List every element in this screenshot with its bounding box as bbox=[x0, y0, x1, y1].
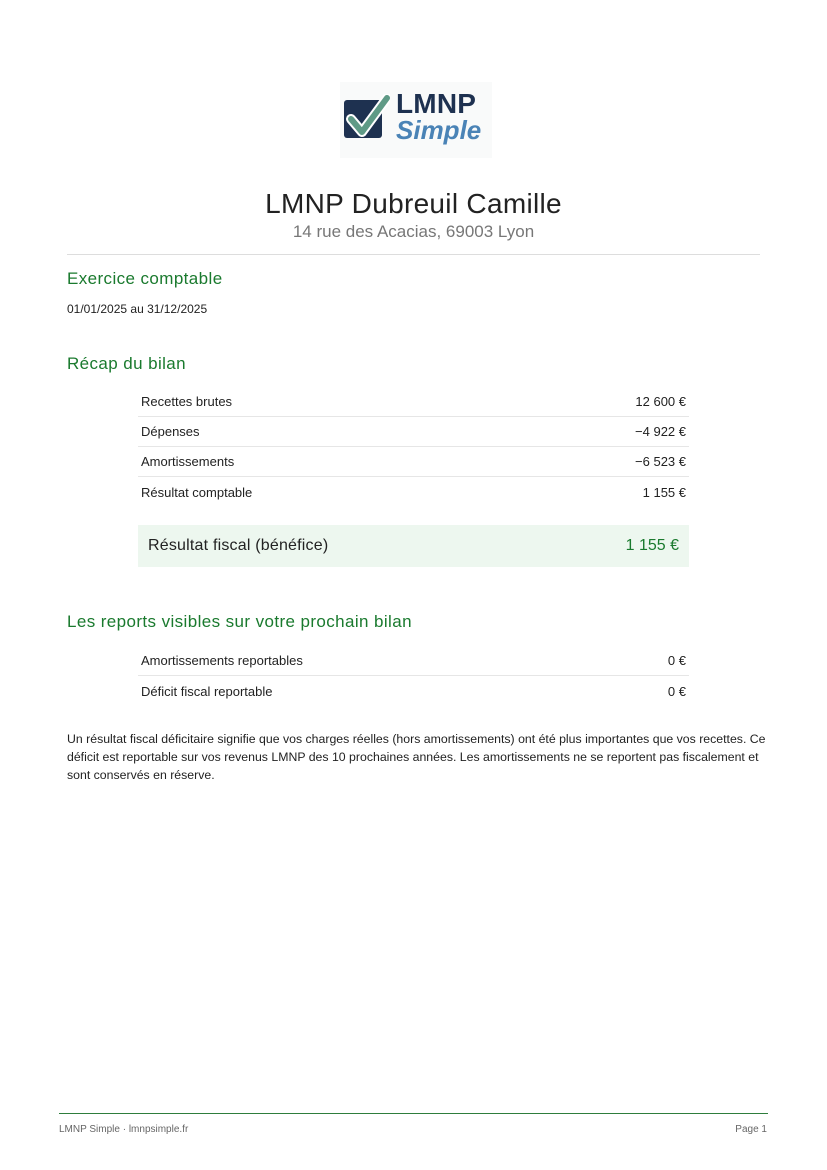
owner-address: 14 rue des Acacias, 69003 Lyon bbox=[292, 222, 535, 241]
header-divider bbox=[67, 254, 760, 255]
brand-logo bbox=[340, 82, 492, 158]
reports-row-amortissements bbox=[138, 646, 689, 676]
row-value: 12 600 € bbox=[635, 394, 686, 409]
resultat-fiscal-label: Résultat fiscal (bénéfice) bbox=[148, 537, 329, 554]
row-value: −6 523 € bbox=[635, 454, 686, 469]
owner-name: LMNP Dubreuil Camille bbox=[265, 188, 562, 219]
logo-text-lmnp: LMNP bbox=[396, 88, 477, 119]
row-label: Déficit fiscal reportable bbox=[141, 683, 273, 699]
row-value: 1 155 € bbox=[642, 484, 686, 500]
row-label: Recettes brutes bbox=[141, 394, 233, 409]
row-label: Amortissements reportables bbox=[141, 653, 303, 668]
row-value: −4 922 € bbox=[635, 424, 686, 439]
explanatory-note: Un résultat fiscal déficitaire signifie que vos charges réelles (hors amortissements) ont été plus importantes que vos recettes. Ce déficit est reportable sur vos revenus LMNP des 10 prochaines années. Les amortissements ne se reportent pas fiscalement et sont conservés en réserve. bbox=[67, 732, 766, 782]
exercice-period: 01/01/2025 au 31/12/2025 bbox=[67, 302, 208, 316]
reports-row-deficit bbox=[138, 676, 689, 706]
logo-text-simple: Simple bbox=[396, 115, 482, 145]
checkbox-logo-icon bbox=[342, 94, 390, 144]
row-value: 0 € bbox=[667, 683, 686, 699]
recap-row-amortissements bbox=[138, 447, 689, 477]
recap-row-recettes bbox=[138, 387, 689, 417]
row-label: Résultat comptable bbox=[141, 484, 253, 500]
reports-table bbox=[138, 646, 689, 706]
recap-row-depenses bbox=[138, 417, 689, 447]
recap-row-resultat-comptable bbox=[138, 477, 689, 507]
row-label: Dépenses bbox=[141, 424, 200, 439]
footer-page-number: Page 1 bbox=[735, 1124, 767, 1135]
section-title-recap: Récap du bilan bbox=[67, 354, 187, 373]
row-value: 0 € bbox=[667, 653, 686, 668]
row-label: Amortissements bbox=[141, 454, 235, 469]
recap-table bbox=[138, 387, 689, 507]
resultat-fiscal-value: 1 155 € bbox=[625, 537, 679, 554]
section-title-reports: Les reports visibles sur votre prochain bilan bbox=[67, 612, 412, 631]
section-title-exercice: Exercice comptable bbox=[67, 269, 223, 288]
footer-divider bbox=[59, 1113, 768, 1114]
resultat-fiscal-box bbox=[138, 525, 689, 567]
footer-site: LMNP Simple · lmnpsimple.fr bbox=[59, 1124, 189, 1135]
